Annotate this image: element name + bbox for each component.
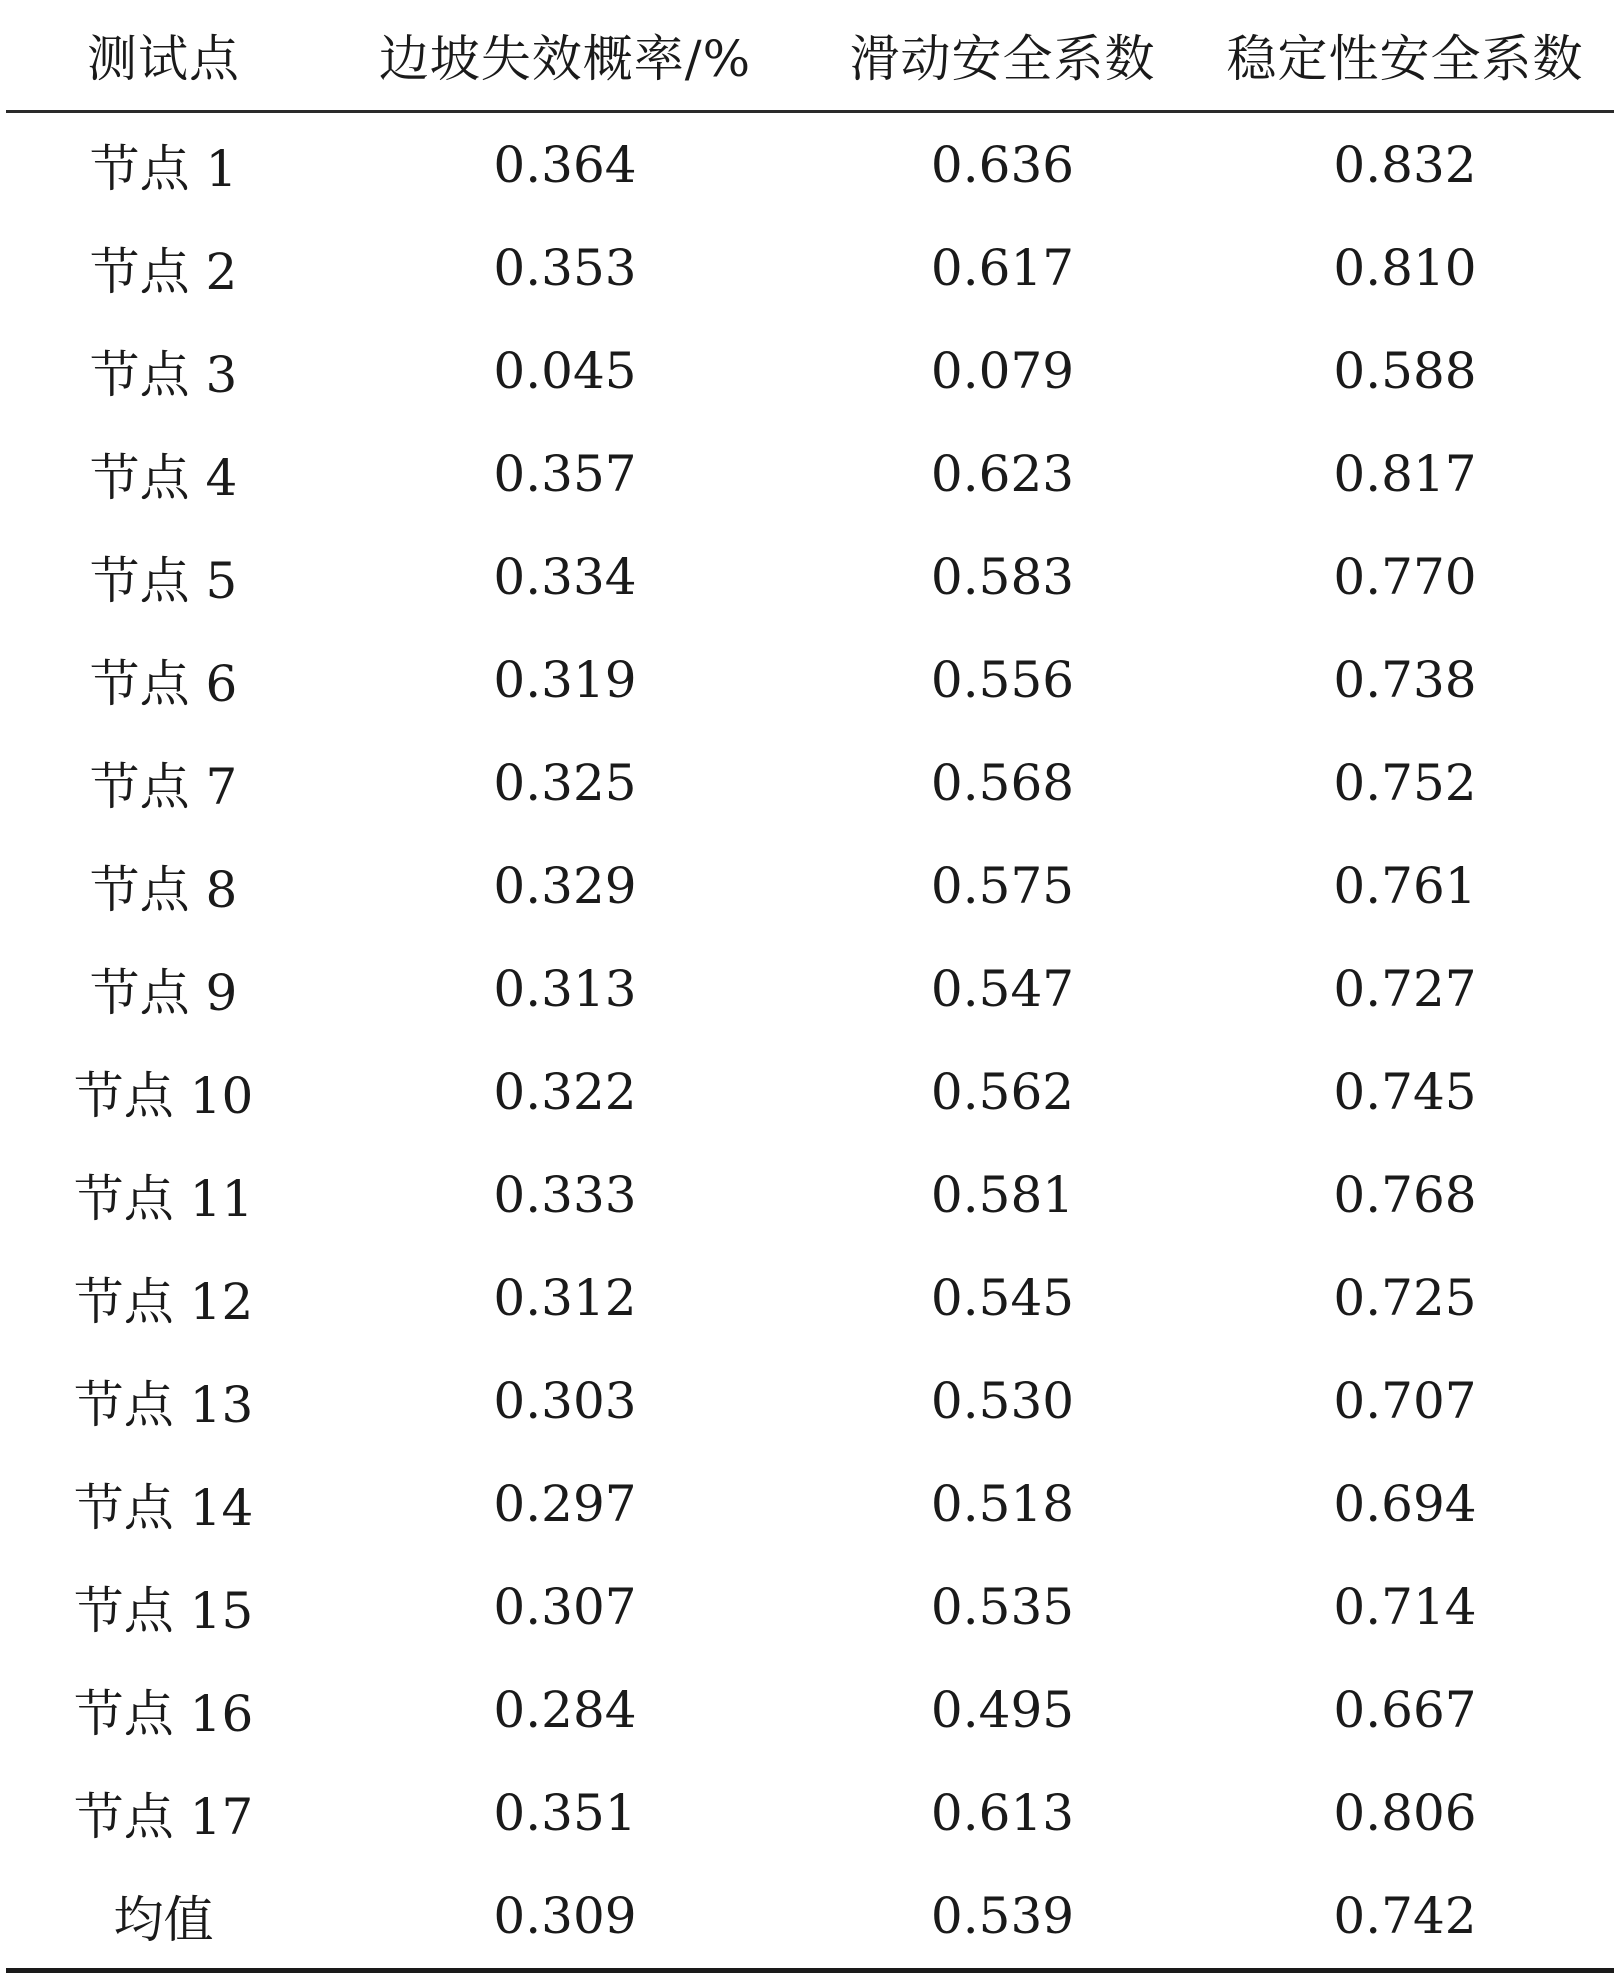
test-point-cell: 节点 10 [73,1066,254,1125]
test-point-cell: 节点 8 [89,860,238,919]
failure-probability-cell: 0.357 [493,444,637,503]
sliding-safety-factor-cell: 0.535 [930,1577,1075,1636]
failure-probability-cell: 0.303 [493,1371,637,1430]
stability-safety-factor-cell: 0.694 [1333,1474,1477,1533]
table-row [6,1555,1614,1658]
stability-safety-factor-cell: 0.810 [1333,238,1477,297]
stability-safety-factor-cell: 0.768 [1333,1165,1477,1224]
table-row [6,1246,1614,1349]
table-header [6,0,1614,112]
failure-probability-cell: 0.284 [493,1680,637,1739]
stability-safety-factor-cell: 0.725 [1333,1268,1477,1327]
test-point-cell: 节点 5 [89,551,238,610]
header-row [6,0,1614,112]
test-point-cell: 节点 6 [89,654,238,713]
sliding-safety-factor-cell: 0.583 [930,547,1075,606]
sliding-safety-factor-cell: 0.581 [930,1165,1075,1224]
test-point-cell: 节点 1 [89,139,238,198]
table-row [6,1143,1614,1246]
table-row [6,1349,1614,1452]
header-test-point: 测试点 [6,0,321,112]
sliding-safety-factor-cell: 0.613 [930,1783,1075,1842]
sliding-safety-factor-cell: 0.079 [930,341,1075,400]
header-sliding-safety-factor: 滑动安全系数 [809,0,1196,112]
header-stability-safety-factor: 稳定性安全系数 [1196,0,1614,112]
table-row [6,628,1614,731]
sliding-safety-factor-cell: 0.530 [930,1371,1075,1430]
sliding-safety-factor-cell: 0.562 [930,1062,1075,1121]
table-row [6,1658,1614,1761]
test-point-cell: 节点 17 [73,1787,254,1846]
stability-safety-factor-cell: 0.817 [1333,444,1477,503]
stability-safety-factor-cell: 0.714 [1333,1577,1477,1636]
sliding-safety-factor-cell: 0.617 [930,238,1075,297]
stability-safety-factor-cell: 0.588 [1333,341,1477,400]
failure-probability-cell: 0.364 [493,135,637,194]
failure-probability-cell: 0.353 [493,238,637,297]
test-point-cell: 节点 13 [73,1375,254,1434]
table-row [6,319,1614,422]
failure-probability-cell: 0.045 [493,341,637,400]
sliding-safety-factor-cell: 0.556 [930,650,1075,709]
failure-probability-cell: 0.309 [321,1864,809,1971]
failure-probability-cell: 0.329 [493,856,637,915]
stability-safety-factor-cell: 0.761 [1333,856,1477,915]
table-row [6,1864,1614,1971]
test-point-cell: 节点 7 [89,757,238,816]
table-row [6,834,1614,937]
sliding-safety-factor-cell: 0.547 [930,959,1075,1018]
table-row [6,731,1614,834]
test-point-cell: 均值 [6,1864,321,1971]
stability-safety-factor-cell: 0.742 [1196,1864,1614,1971]
failure-probability-cell: 0.325 [493,753,637,812]
table-row [6,1040,1614,1143]
sliding-safety-factor-cell: 0.539 [809,1864,1196,1971]
table-row [6,422,1614,525]
table-row [6,216,1614,319]
stability-safety-factor-cell: 0.707 [1333,1371,1477,1430]
test-point-cell: 节点 4 [89,448,238,507]
table-row [6,112,1614,217]
sliding-safety-factor-cell: 0.636 [930,135,1075,194]
table-row [6,1761,1614,1864]
test-point-cell: 节点 2 [89,242,238,301]
test-point-cell: 节点 16 [73,1684,254,1743]
sliding-safety-factor-cell: 0.568 [930,753,1075,812]
failure-probability-cell: 0.312 [493,1268,637,1327]
stability-safety-factor-cell: 0.745 [1333,1062,1477,1121]
failure-probability-cell: 0.334 [493,547,637,606]
stability-safety-factor-cell: 0.770 [1333,547,1477,606]
stability-safety-factor-cell: 0.738 [1333,650,1477,709]
table-row [6,1452,1614,1555]
failure-probability-cell: 0.351 [493,1783,637,1842]
stability-safety-factor-cell: 0.727 [1333,959,1477,1018]
test-point-cell: 节点 14 [73,1478,254,1537]
failure-probability-cell: 0.333 [493,1165,637,1224]
table-body [6,112,1614,1971]
header-failure-probability: 边坡失效概率/% [321,0,809,112]
test-point-cell: 节点 3 [89,345,238,404]
failure-probability-cell: 0.319 [493,650,637,709]
table-row [6,525,1614,628]
test-point-cell: 节点 15 [73,1581,254,1640]
failure-probability-cell: 0.307 [493,1577,637,1636]
sliding-safety-factor-cell: 0.623 [930,444,1075,503]
stability-safety-factor-cell: 0.667 [1333,1680,1477,1739]
test-point-cell: 节点 12 [73,1272,254,1331]
failure-probability-cell: 0.313 [493,959,637,1018]
stability-safety-factor-cell: 0.752 [1333,753,1477,812]
sliding-safety-factor-cell: 0.518 [930,1474,1075,1533]
test-point-cell: 节点 9 [89,963,238,1022]
failure-probability-cell: 0.322 [493,1062,637,1121]
stability-safety-factor-cell: 0.832 [1333,135,1477,194]
table-row [6,937,1614,1040]
stability-safety-factor-cell: 0.806 [1333,1783,1477,1842]
failure-probability-cell: 0.297 [493,1474,637,1533]
sliding-safety-factor-cell: 0.495 [930,1680,1075,1739]
sliding-safety-factor-cell: 0.575 [930,856,1075,915]
sliding-safety-factor-cell: 0.545 [930,1268,1075,1327]
data-table [6,0,1614,1973]
test-point-cell: 节点 11 [73,1169,254,1228]
